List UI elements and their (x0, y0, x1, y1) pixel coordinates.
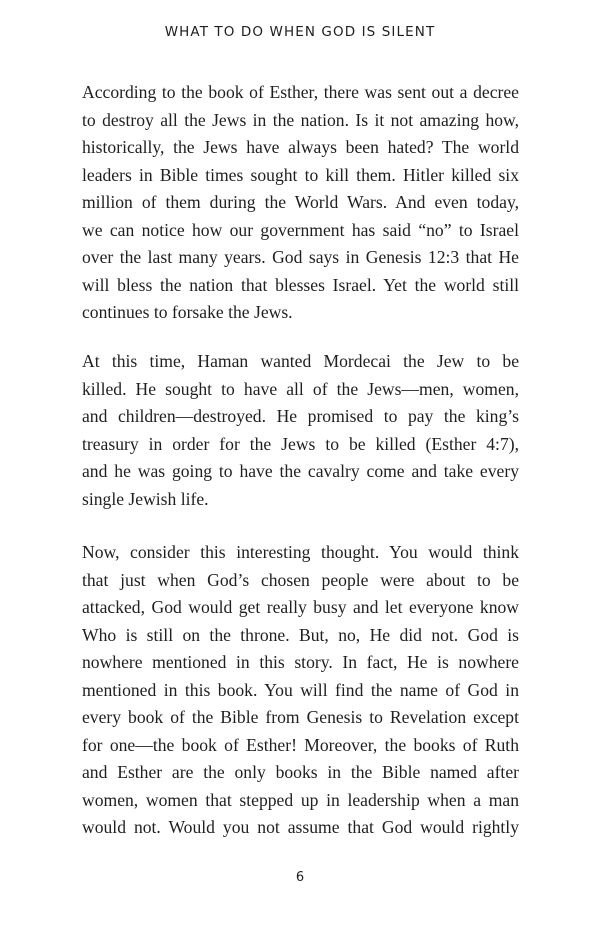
text-line: killed. He sought to have all of the Jews—men, women, (82, 378, 519, 399)
running-header: WHAT TO DO WHEN GOD IS SILENT (164, 24, 436, 40)
text-line: attacked, God would get really busy and let everyone know (82, 597, 519, 617)
paragraph-2 (82, 348, 519, 513)
text-line: According to the book of Esther, there was sent out a decree (82, 82, 519, 102)
text-line: leaders in Bible times sought to kill them. Hitler killed six (82, 164, 519, 185)
text-line: would not. Would you not assume that God would rightly (82, 817, 519, 837)
text-line: million of them during the World Wars. And even today, (82, 192, 519, 212)
text-line: and he was going to have the cavalry come and take every (82, 461, 519, 481)
text-line: every book of the Bible from Genesis to Revelation except (82, 707, 519, 727)
text-line: for one—the book of Esther! Moreover, the books of Ruth (82, 734, 519, 755)
text-line: historically, the Jews have always been hated? The world (82, 137, 519, 157)
paragraph-3 (82, 539, 519, 842)
text-line: and Esther are the only books in the Bible named after (82, 762, 519, 782)
text-line: women, women that stepped up in leadership when a man (82, 789, 519, 810)
page-number: 6 (295, 870, 305, 885)
text-line: At this time, Haman wanted Mordecai the Jew to be (82, 351, 519, 371)
text-line: and children—destroyed. He promised to pay the king’s (82, 406, 519, 426)
text-line: we can notice how our government has said “no” to Israel (82, 219, 519, 240)
text-line: Who is still on the throne. But, no, He did not. God is (82, 624, 519, 645)
text-line: Now, consider this interesting thought. You would think (82, 542, 519, 562)
text-line: single Jewish life. (82, 488, 209, 509)
text-line: nowhere mentioned in this story. In fact, He is nowhere (82, 652, 519, 672)
text-line: that just when God’s chosen people were about to be (82, 569, 519, 590)
text-line: over the last many years. God says in Genesis 12:3 that He (82, 247, 519, 267)
text-line: continues to forsake the Jews. (82, 302, 293, 322)
paragraph-1 (82, 79, 519, 327)
text-line: treasury in order for the Jews to be killed (Esther 4:7), (82, 433, 519, 454)
text-line: to destroy all the Jews in the nation. Is it not amazing how, (82, 109, 519, 130)
text-line: will bless the nation that blesses Israel. Yet the world still (82, 274, 519, 295)
text-line: mentioned in this book. You will find the name of God in (82, 679, 519, 700)
